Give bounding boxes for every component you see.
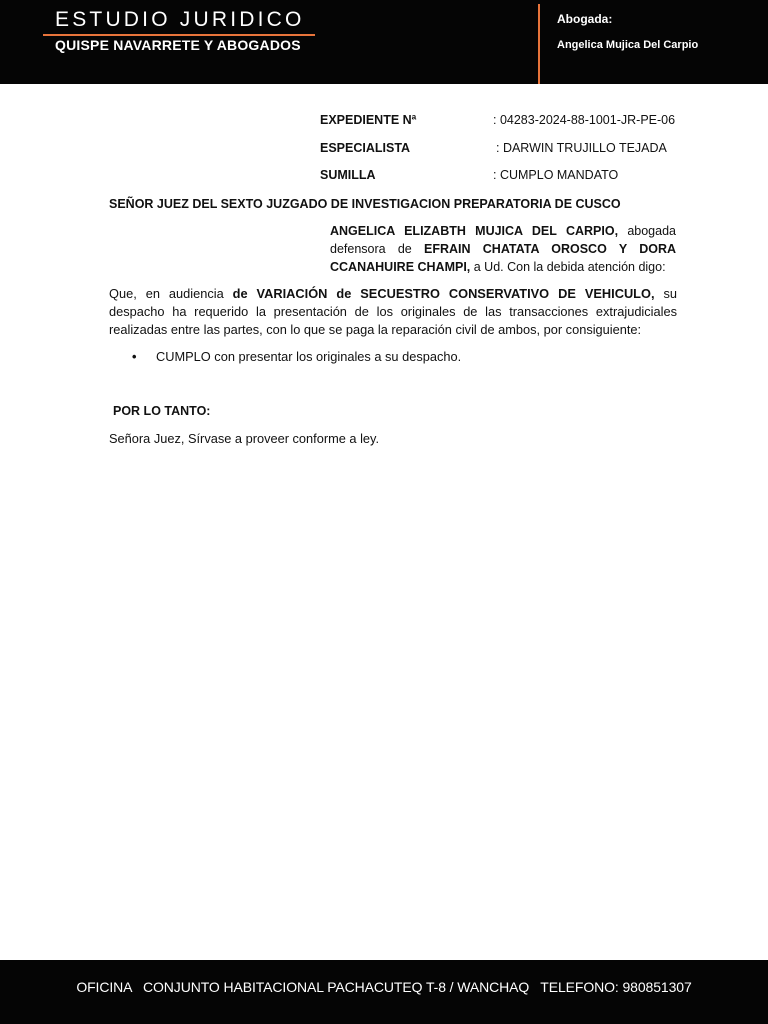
especialista-label: ESPECIALISTA bbox=[320, 141, 411, 155]
firm-name: ESTUDIO JURIDICO bbox=[55, 8, 305, 31]
bullet-marker: • bbox=[132, 349, 137, 364]
lawyer-name: Angelica Mujica Del Carpio bbox=[557, 39, 699, 51]
body-text-2: su despacho ha requerido la presentación de los originales de las transacciones extrajudiciales realizadas entre las partes, con lo que se paga la reparación civil de ambos, por consiguiente: bbox=[109, 286, 677, 337]
footer-address: OFICINA CONJUNTO HABITACIONAL PACHACUTEQ T-8 / WANCHAQ TELEFONO: 980851307 bbox=[76, 979, 692, 995]
expediente-value: : 04283-2024-88-1001-JR-PE-06 bbox=[493, 113, 676, 127]
intro-text-1: abogada defensora de bbox=[330, 224, 676, 256]
sumilla-value: : CUMPLO MANDATO bbox=[493, 168, 619, 182]
letterhead-header bbox=[0, 0, 768, 84]
letterhead-footer bbox=[0, 960, 768, 1024]
intro-paragraph bbox=[330, 222, 676, 276]
therefore-heading: POR LO TANTO: bbox=[113, 404, 211, 418]
expediente-label: EXPEDIENTE Nª bbox=[320, 113, 417, 127]
list-item-text: CUMPLO con presentar los originales a su despacho. bbox=[156, 349, 462, 364]
sumilla-label: SUMILLA bbox=[320, 168, 376, 182]
body-bold-text: de VARIACIÓN de SECUESTRO CONSERVATIVO DE VEHICULO, bbox=[232, 286, 655, 301]
client-names: EFRAIN CHATATA OROSCO Y DORA CCANAHUIRE CHAMPI, bbox=[330, 242, 676, 274]
body-paragraph bbox=[109, 285, 677, 339]
bullet-list bbox=[109, 349, 461, 364]
firm-name-underline bbox=[43, 34, 315, 36]
list-item bbox=[109, 349, 461, 364]
especialista-value: : DARWIN TRUJILLO TEJADA bbox=[496, 141, 667, 155]
closing-line: Señora Juez, Sírvase a proveer conforme a ley. bbox=[109, 431, 380, 446]
intro-text-2: a Ud. Con la debida atención digo: bbox=[470, 260, 666, 274]
lawyer-full-name: ANGELICA ELIZABTH MUJICA DEL CARPIO, bbox=[330, 224, 619, 238]
addressee: SEÑOR JUEZ DEL SEXTO JUZGADO DE INVESTIGACION PREPARATORIA DE CUSCO bbox=[109, 197, 621, 211]
header-divider bbox=[538, 4, 540, 84]
firm-subtitle: QUISPE NAVARRETE Y ABOGADOS bbox=[55, 37, 301, 53]
body-text-1: Que, en audiencia bbox=[109, 286, 233, 301]
lawyer-label: Abogada: bbox=[557, 12, 613, 26]
